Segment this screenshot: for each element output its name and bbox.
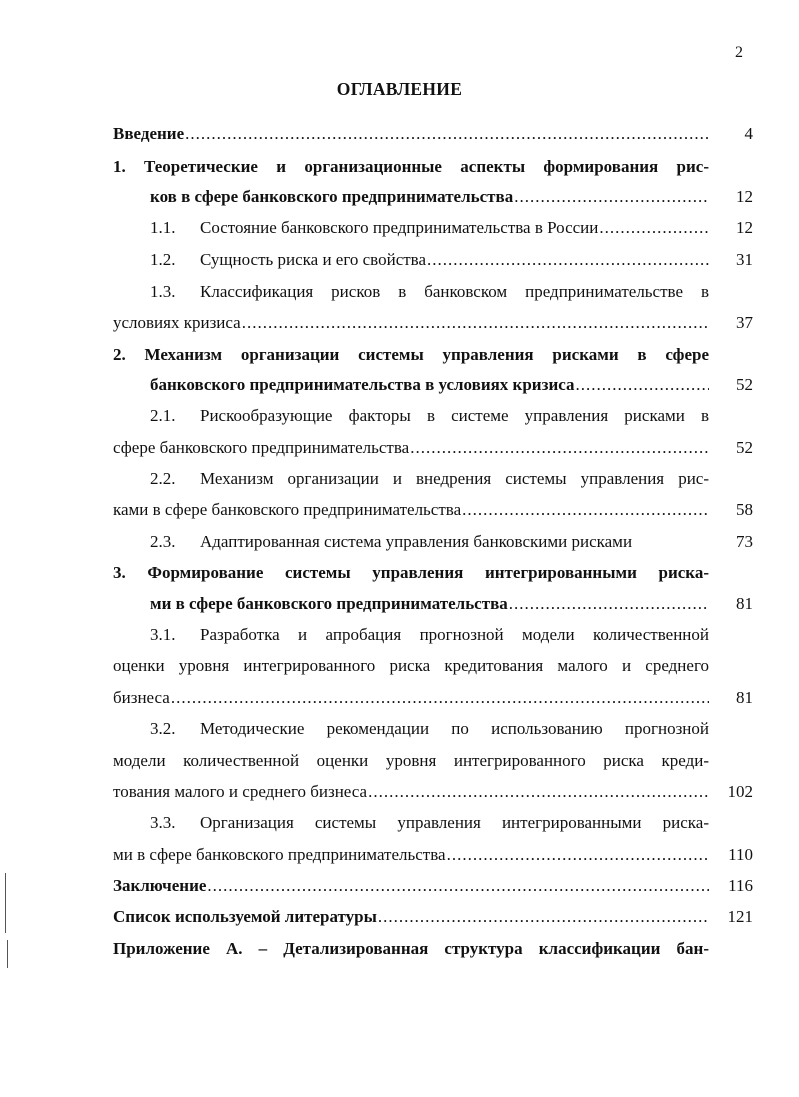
toc-section-3-2-line3[interactable]	[113, 782, 753, 806]
toc-page-number: 116	[728, 876, 753, 895]
toc-entry-references[interactable]	[113, 907, 753, 931]
toc-entry-label: модели количественной оценки уровня интегрированного риска креди-	[113, 751, 709, 770]
toc-chapter-2-line1[interactable]	[113, 345, 753, 369]
page-title: ОГЛАВЛЕНИЕ	[336, 79, 463, 99]
toc-leader-dots	[171, 688, 709, 708]
toc-leader-dots	[509, 594, 709, 614]
toc-entry-label: Список используемой литературы	[113, 907, 377, 926]
toc-entry-appendix[interactable]	[113, 939, 753, 963]
section-number: 3.2.	[150, 719, 176, 738]
toc-section-2-1-line2[interactable]	[113, 438, 753, 462]
section-number: 2.1.	[150, 406, 176, 425]
toc-leader-dots	[576, 375, 710, 395]
toc-leader-dots	[368, 782, 709, 802]
toc-chapter-1-line2[interactable]	[150, 187, 753, 211]
toc-chapter-3-line1[interactable]	[113, 563, 753, 587]
toc-leader-dots	[514, 187, 709, 207]
section-number: 3.1.	[150, 625, 176, 644]
toc-leader-dots	[185, 124, 709, 144]
toc-leader-dots	[599, 218, 709, 238]
scan-margin-mark	[5, 873, 6, 933]
toc-section-3-2-line1[interactable]	[150, 719, 753, 743]
toc-entry-label: Рискообразующие факторы в системе управления рисками в	[200, 406, 709, 425]
toc-section-2-1-line1[interactable]	[150, 406, 753, 430]
toc-section-3-1-line2[interactable]	[113, 656, 753, 680]
toc-entry-label: Состояние банковского предпринимательства в России	[200, 218, 599, 237]
toc-entry-label: ми в сфере банковского предпринимательства	[113, 845, 446, 864]
toc-section-1-3-line1[interactable]	[150, 282, 753, 306]
toc-entry-label: Организация системы управления интегрированными риска-	[200, 813, 709, 832]
toc-leader-dots	[462, 500, 709, 520]
toc-section-2-2-line2[interactable]	[113, 500, 753, 524]
toc-page-number: 73	[736, 532, 753, 551]
section-number: 2.2.	[150, 469, 176, 488]
toc-page-number: 81	[736, 688, 753, 707]
toc-chapter-1-line1[interactable]	[113, 157, 753, 181]
toc-entry-label: Заключение	[113, 876, 207, 895]
toc-page-number: 52	[736, 375, 753, 394]
toc-section-2-2-line1[interactable]	[150, 469, 753, 493]
toc-entry-label: Классификация рисков в банковском предпринимательстве в	[200, 282, 709, 301]
toc-leader-dots	[427, 250, 709, 270]
toc-entry-label: Сущность риска и его свойства	[200, 250, 427, 269]
toc-page-number: 4	[744, 124, 753, 143]
toc-chapter-2-line2[interactable]	[150, 375, 753, 399]
toc-page-number: 52	[736, 438, 753, 457]
toc-section-3-1-line3[interactable]	[113, 688, 753, 712]
toc-section-3-1-line1[interactable]	[150, 625, 753, 649]
toc-entry-label: Разработка и апробация прогнозной модели количественной	[200, 625, 709, 644]
toc-section-3-3-line1[interactable]	[150, 813, 753, 837]
toc-page-number: 58	[736, 500, 753, 519]
toc-section-2-3[interactable]	[150, 532, 753, 556]
toc-entry-label: тования малого и среднего бизнеса	[113, 782, 368, 801]
toc-leader-dots	[378, 907, 709, 927]
toc-section-3-3-line2[interactable]	[113, 845, 753, 869]
section-number: 1.1.	[150, 218, 176, 237]
toc-entry-label: Приложение А. – Детализированная структура классификации бан-	[113, 939, 709, 958]
page-number: 2	[735, 44, 743, 61]
toc-leader-dots	[410, 438, 709, 458]
toc-entry-label: Введение	[113, 124, 185, 143]
scan-margin-mark	[7, 940, 8, 968]
toc-entry-intro[interactable]	[113, 124, 753, 148]
toc-page-number: 12	[736, 218, 753, 237]
toc-page-number: 81	[736, 594, 753, 613]
toc-section-1-2[interactable]	[150, 250, 753, 274]
toc-entry-label: 3. Формирование системы управления интегрированными риска-	[113, 563, 709, 582]
section-number: 1.3.	[150, 282, 176, 301]
section-number: 1.2.	[150, 250, 176, 269]
toc-page-number: 37	[736, 313, 753, 332]
toc-entry-label: сфере банковского предпринимательства	[113, 438, 410, 457]
toc-leader-dots	[447, 845, 709, 865]
toc-entry-label: 1. Теоретические и организационные аспекты формирования рис-	[113, 157, 709, 176]
toc-entry-label: ков в сфере банковского предпринимательства	[150, 187, 514, 206]
toc-section-3-2-line2[interactable]	[113, 751, 753, 775]
toc-page-number: 31	[736, 250, 753, 269]
toc-page-number: 121	[727, 907, 753, 926]
toc-entry-label: условиях кризиса	[113, 313, 241, 332]
toc-entry-label: ми в сфере банковского предпринимательства	[150, 594, 508, 613]
toc-entry-label: 2. Механизм организации системы управления рисками в сфере	[113, 345, 709, 364]
toc-section-1-3-line2[interactable]	[113, 313, 753, 337]
toc-leader-dots	[207, 876, 709, 896]
toc-entry-label: ками в сфере банковского предпринимательства	[113, 500, 462, 519]
toc-leader-dots	[242, 313, 709, 333]
toc-entry-label: оценки уровня интегрированного риска кредитования малого и среднего	[113, 656, 709, 675]
toc-page-number: 12	[736, 187, 753, 206]
toc-entry-label: банковского предпринимательства в условиях кризиса	[150, 375, 575, 394]
section-number: 2.3.	[150, 532, 176, 551]
toc-entry-label: Адаптированная система управления банковскими рисками	[200, 532, 633, 551]
toc-entry-conclusion[interactable]	[113, 876, 753, 900]
toc-page-number: 102	[727, 782, 753, 801]
toc-entry-label: Механизм организации и внедрения системы управления рис-	[200, 469, 709, 488]
section-number: 3.3.	[150, 813, 176, 832]
toc-entry-label: бизнеса	[113, 688, 170, 707]
toc-entry-label: Методические рекомендации по использованию прогнозной	[200, 719, 709, 738]
toc-section-1-1[interactable]	[150, 218, 753, 242]
toc-chapter-3-line2[interactable]	[150, 594, 753, 618]
toc-page-number: 110	[728, 845, 753, 864]
